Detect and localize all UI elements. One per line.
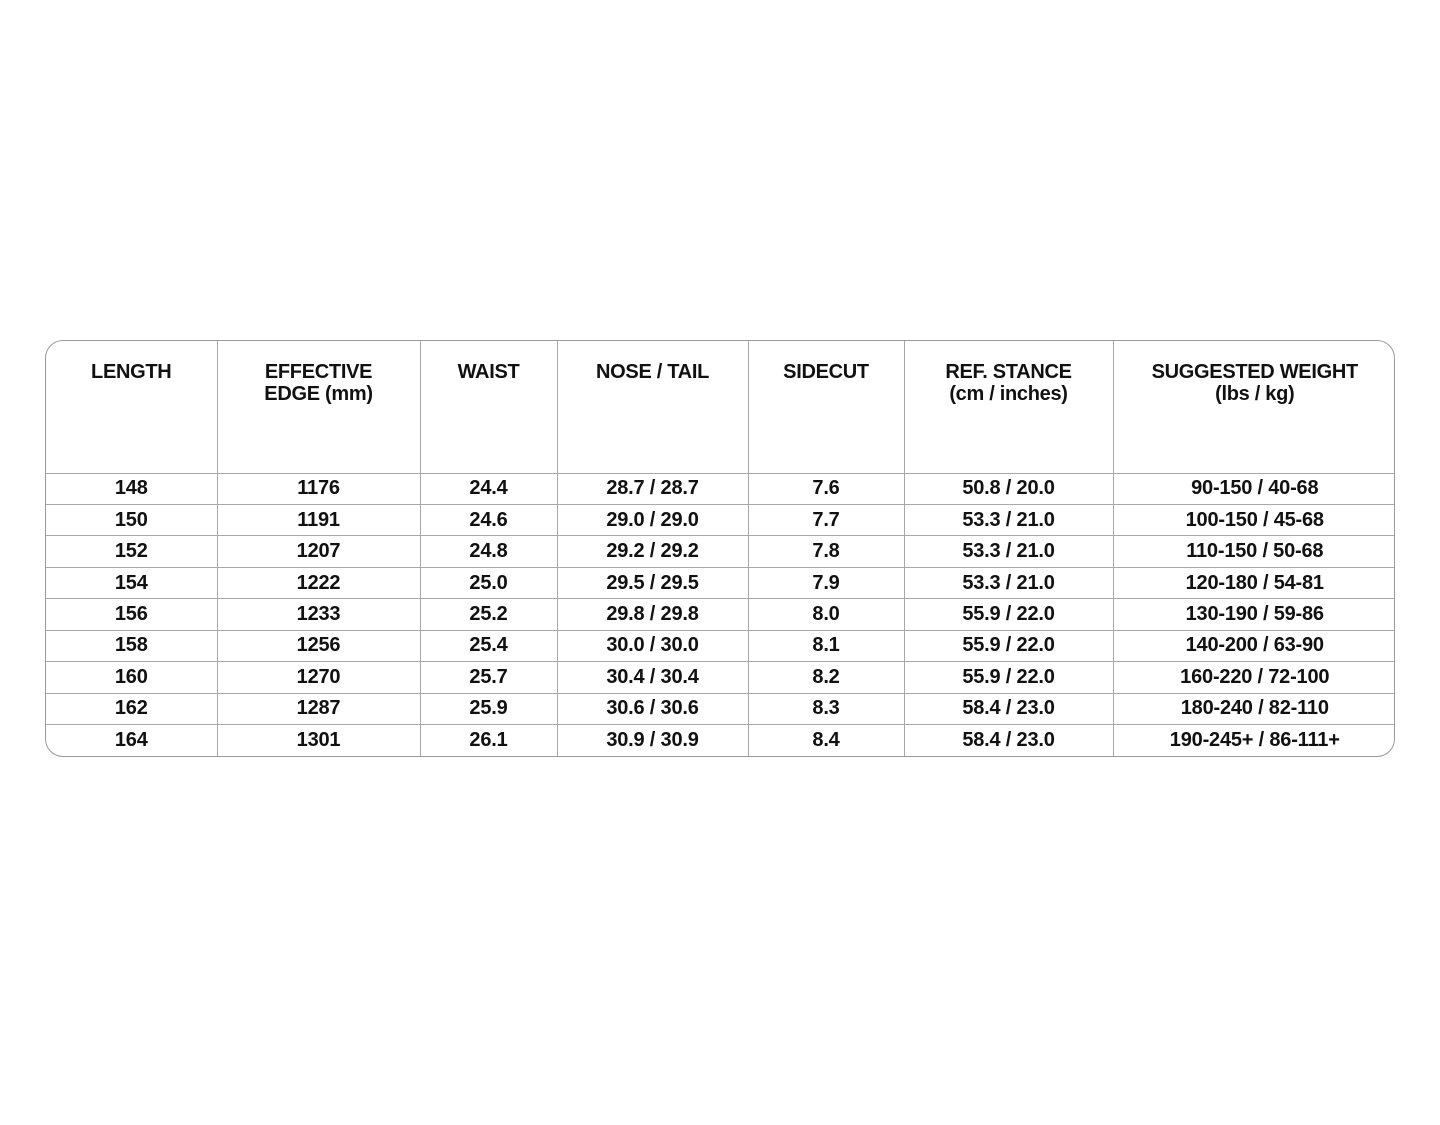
cell-effective-edge: 1301 — [217, 725, 420, 757]
cell-waist: 25.9 — [420, 693, 557, 724]
cell-suggested-weight: 120-180 / 54-81 — [1113, 567, 1395, 598]
cell-effective-edge: 1256 — [217, 630, 420, 661]
cell-nose-tail: 28.7 / 28.7 — [557, 473, 748, 504]
cell-waist: 24.4 — [420, 473, 557, 504]
cell-length: 156 — [46, 599, 217, 630]
column-header-sidecut: SIDECUT — [748, 341, 904, 473]
cell-waist: 24.6 — [420, 504, 557, 535]
cell-ref-stance: 55.9 / 22.0 — [904, 630, 1113, 661]
cell-nose-tail: 29.0 / 29.0 — [557, 504, 748, 535]
cell-length: 162 — [46, 693, 217, 724]
cell-ref-stance: 58.4 / 23.0 — [904, 725, 1113, 757]
column-header-waist: WAIST — [420, 341, 557, 473]
table-row — [46, 725, 1395, 757]
table-body — [46, 473, 1395, 756]
cell-ref-stance: 53.3 / 21.0 — [904, 504, 1113, 535]
cell-suggested-weight: 130-190 / 59-86 — [1113, 599, 1395, 630]
column-header-effective-edge: EFFECTIVE EDGE (mm) — [217, 341, 420, 473]
cell-effective-edge: 1270 — [217, 662, 420, 693]
cell-sidecut: 7.8 — [748, 536, 904, 567]
cell-effective-edge: 1191 — [217, 504, 420, 535]
cell-ref-stance: 53.3 / 21.0 — [904, 567, 1113, 598]
cell-suggested-weight: 140-200 / 63-90 — [1113, 630, 1395, 661]
cell-length: 158 — [46, 630, 217, 661]
cell-sidecut: 8.3 — [748, 693, 904, 724]
cell-ref-stance: 55.9 / 22.0 — [904, 662, 1113, 693]
cell-nose-tail: 29.5 / 29.5 — [557, 567, 748, 598]
spec-table-container — [45, 340, 1395, 757]
cell-sidecut: 7.7 — [748, 504, 904, 535]
cell-nose-tail: 29.8 / 29.8 — [557, 599, 748, 630]
cell-effective-edge: 1222 — [217, 567, 420, 598]
cell-ref-stance: 53.3 / 21.0 — [904, 536, 1113, 567]
column-header-length: LENGTH — [46, 341, 217, 473]
cell-waist: 25.2 — [420, 599, 557, 630]
table-row — [46, 473, 1395, 504]
cell-ref-stance: 50.8 / 20.0 — [904, 473, 1113, 504]
table-row — [46, 504, 1395, 535]
cell-nose-tail: 30.0 / 30.0 — [557, 630, 748, 661]
cell-length: 150 — [46, 504, 217, 535]
cell-length: 160 — [46, 662, 217, 693]
cell-suggested-weight: 180-240 / 82-110 — [1113, 693, 1395, 724]
size-spec-table — [46, 341, 1395, 756]
table-row — [46, 536, 1395, 567]
cell-sidecut: 8.0 — [748, 599, 904, 630]
column-header-ref-stance: REF. STANCE (cm / inches) — [904, 341, 1113, 473]
cell-nose-tail: 30.9 / 30.9 — [557, 725, 748, 757]
cell-suggested-weight: 100-150 / 45-68 — [1113, 504, 1395, 535]
table-row — [46, 630, 1395, 661]
cell-length: 154 — [46, 567, 217, 598]
cell-length: 152 — [46, 536, 217, 567]
table-row — [46, 567, 1395, 598]
cell-length: 164 — [46, 725, 217, 757]
cell-nose-tail: 29.2 / 29.2 — [557, 536, 748, 567]
cell-nose-tail: 30.6 / 30.6 — [557, 693, 748, 724]
cell-sidecut: 8.2 — [748, 662, 904, 693]
cell-ref-stance: 58.4 / 23.0 — [904, 693, 1113, 724]
cell-suggested-weight: 160-220 / 72-100 — [1113, 662, 1395, 693]
table-row — [46, 599, 1395, 630]
cell-effective-edge: 1176 — [217, 473, 420, 504]
table-header-row — [46, 341, 1395, 473]
cell-suggested-weight: 110-150 / 50-68 — [1113, 536, 1395, 567]
cell-sidecut: 7.9 — [748, 567, 904, 598]
cell-ref-stance: 55.9 / 22.0 — [904, 599, 1113, 630]
column-header-suggested-weight: SUGGESTED WEIGHT (lbs / kg) — [1113, 341, 1395, 473]
cell-length: 148 — [46, 473, 217, 504]
cell-waist: 26.1 — [420, 725, 557, 757]
cell-effective-edge: 1287 — [217, 693, 420, 724]
cell-sidecut: 8.4 — [748, 725, 904, 757]
cell-sidecut: 7.6 — [748, 473, 904, 504]
cell-waist: 24.8 — [420, 536, 557, 567]
column-header-nose-tail: NOSE / TAIL — [557, 341, 748, 473]
cell-suggested-weight: 90-150 / 40-68 — [1113, 473, 1395, 504]
cell-nose-tail: 30.4 / 30.4 — [557, 662, 748, 693]
table-row — [46, 662, 1395, 693]
table-row — [46, 693, 1395, 724]
cell-waist: 25.0 — [420, 567, 557, 598]
cell-waist: 25.7 — [420, 662, 557, 693]
cell-suggested-weight: 190-245+ / 86-111+ — [1169, 729, 1340, 751]
cell-effective-edge: 1233 — [217, 599, 420, 630]
cell-waist: 25.4 — [420, 630, 557, 661]
cell-sidecut: 8.1 — [748, 630, 904, 661]
cell-effective-edge: 1207 — [217, 536, 420, 567]
